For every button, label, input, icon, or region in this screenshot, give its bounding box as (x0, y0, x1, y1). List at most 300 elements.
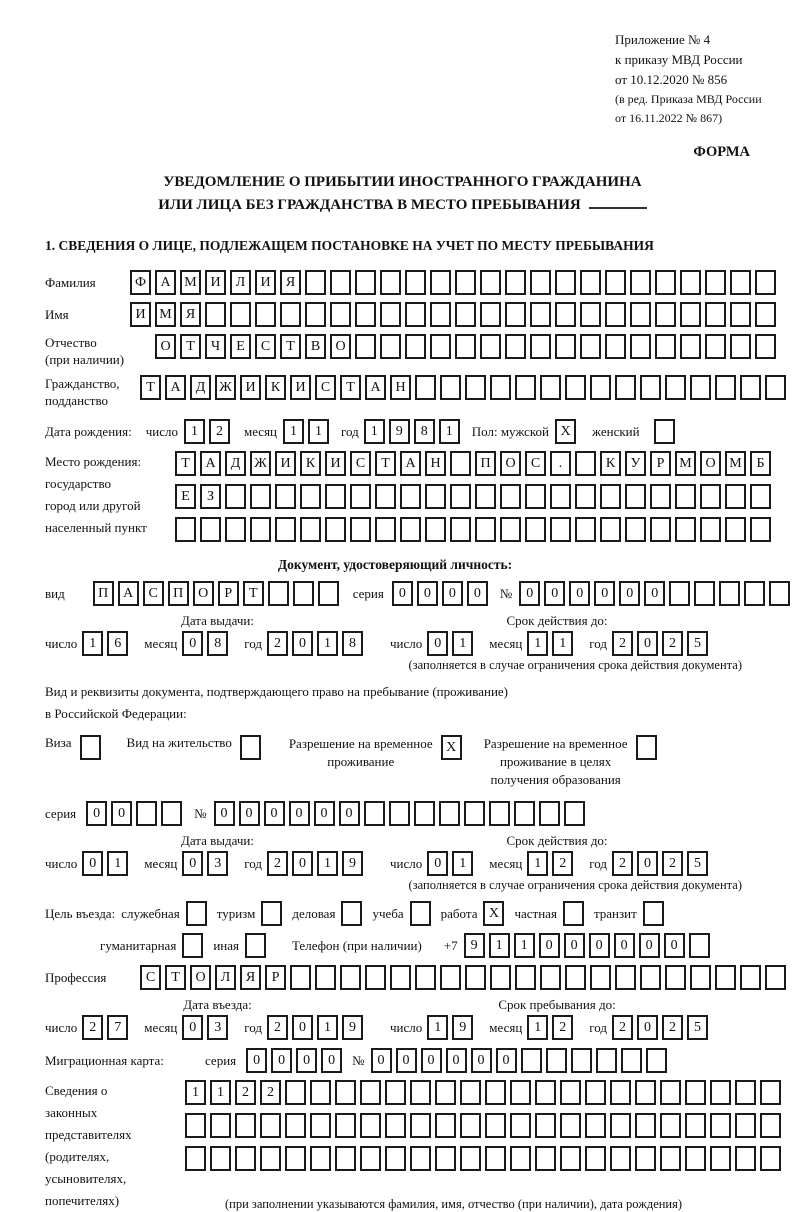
char-cell[interactable] (735, 1146, 756, 1171)
stay-year-input[interactable] (612, 1015, 712, 1040)
char-cell[interactable] (480, 334, 501, 359)
char-cell[interactable] (200, 517, 221, 542)
char-cell[interactable] (425, 484, 446, 509)
char-cell[interactable] (335, 1146, 356, 1171)
char-cell[interactable] (530, 334, 551, 359)
char-cell[interactable] (735, 1113, 756, 1138)
char-cell[interactable]: М (675, 451, 696, 476)
stay-month-input[interactable] (527, 1015, 577, 1040)
char-cell[interactable] (325, 484, 346, 509)
char-cell[interactable] (515, 375, 536, 400)
char-cell[interactable]: В (305, 334, 326, 359)
char-cell[interactable]: Т (175, 451, 196, 476)
purpose-other-checkbox[interactable] (245, 933, 270, 958)
legal-reps-row2-input[interactable] (185, 1113, 785, 1138)
char-cell[interactable] (310, 1146, 331, 1171)
char-cell[interactable]: 0 (589, 933, 610, 958)
char-cell[interactable] (650, 484, 671, 509)
char-cell[interactable] (380, 334, 401, 359)
edu-permit-checkbox[interactable] (628, 735, 661, 760)
char-cell[interactable] (590, 375, 611, 400)
char-cell[interactable]: 8 (207, 631, 228, 656)
char-cell[interactable] (230, 302, 251, 327)
char-cell[interactable]: Т (375, 451, 396, 476)
char-cell[interactable]: X (441, 735, 462, 760)
char-cell[interactable] (655, 334, 676, 359)
char-cell[interactable]: Н (425, 451, 446, 476)
char-cell[interactable]: 0 (471, 1048, 492, 1073)
char-cell[interactable]: О (700, 451, 721, 476)
char-cell[interactable] (730, 302, 751, 327)
char-cell[interactable] (390, 965, 411, 990)
char-cell[interactable] (735, 1080, 756, 1105)
char-cell[interactable]: 2 (612, 851, 633, 876)
char-cell[interactable] (275, 517, 296, 542)
surname-input[interactable] (130, 270, 780, 295)
char-cell[interactable] (710, 1080, 731, 1105)
char-cell[interactable] (715, 375, 736, 400)
char-cell[interactable]: 2 (612, 631, 633, 656)
char-cell[interactable] (625, 484, 646, 509)
char-cell[interactable]: Д (225, 451, 246, 476)
char-cell[interactable] (564, 801, 585, 826)
char-cell[interactable] (530, 302, 551, 327)
char-cell[interactable] (410, 1113, 431, 1138)
char-cell[interactable]: 0 (289, 801, 310, 826)
char-cell[interactable] (275, 484, 296, 509)
char-cell[interactable]: 0 (246, 1048, 267, 1073)
char-cell[interactable]: Р (218, 581, 239, 606)
char-cell[interactable] (563, 901, 584, 926)
char-cell[interactable]: М (725, 451, 746, 476)
char-cell[interactable]: Ж (215, 375, 236, 400)
residence-valid-month-input[interactable] (527, 851, 577, 876)
char-cell[interactable]: . (550, 451, 571, 476)
char-cell[interactable]: 2 (662, 851, 683, 876)
char-cell[interactable] (161, 801, 182, 826)
char-cell[interactable]: 2 (235, 1080, 256, 1105)
char-cell[interactable] (505, 334, 526, 359)
identity-issue-day-input[interactable] (82, 631, 132, 656)
char-cell[interactable] (744, 581, 765, 606)
char-cell[interactable]: А (400, 451, 421, 476)
char-cell[interactable] (385, 1146, 406, 1171)
char-cell[interactable] (310, 1080, 331, 1105)
char-cell[interactable]: 1 (452, 851, 473, 876)
birth-place-row3-input[interactable] (175, 517, 775, 542)
char-cell[interactable] (400, 517, 421, 542)
char-cell[interactable] (389, 801, 410, 826)
char-cell[interactable]: 0 (86, 801, 107, 826)
char-cell[interactable] (285, 1080, 306, 1105)
char-cell[interactable] (596, 1048, 617, 1073)
char-cell[interactable] (719, 581, 740, 606)
purpose-work-checkbox[interactable] (483, 901, 508, 926)
char-cell[interactable]: 0 (427, 631, 448, 656)
char-cell[interactable]: С (350, 451, 371, 476)
char-cell[interactable] (725, 484, 746, 509)
char-cell[interactable] (560, 1113, 581, 1138)
char-cell[interactable] (410, 1080, 431, 1105)
char-cell[interactable] (575, 517, 596, 542)
char-cell[interactable]: 0 (292, 1015, 313, 1040)
char-cell[interactable] (425, 517, 446, 542)
char-cell[interactable] (585, 1113, 606, 1138)
char-cell[interactable]: 9 (452, 1015, 473, 1040)
char-cell[interactable]: С (140, 965, 161, 990)
char-cell[interactable] (210, 1113, 231, 1138)
char-cell[interactable] (635, 1080, 656, 1105)
char-cell[interactable] (700, 517, 721, 542)
char-cell[interactable] (439, 801, 460, 826)
char-cell[interactable] (225, 484, 246, 509)
char-cell[interactable] (250, 517, 271, 542)
char-cell[interactable]: 1 (107, 851, 128, 876)
char-cell[interactable] (750, 517, 771, 542)
purpose-study-checkbox[interactable] (410, 901, 435, 926)
char-cell[interactable] (485, 1146, 506, 1171)
char-cell[interactable] (565, 375, 586, 400)
char-cell[interactable]: Т (140, 375, 161, 400)
char-cell[interactable] (245, 933, 266, 958)
char-cell[interactable]: 1 (439, 419, 460, 444)
char-cell[interactable] (510, 1113, 531, 1138)
char-cell[interactable]: 0 (637, 851, 658, 876)
char-cell[interactable] (315, 965, 336, 990)
char-cell[interactable] (535, 1146, 556, 1171)
char-cell[interactable] (521, 1048, 542, 1073)
char-cell[interactable]: 1 (364, 419, 385, 444)
birth-day-input[interactable] (184, 419, 234, 444)
char-cell[interactable]: 0 (271, 1048, 292, 1073)
char-cell[interactable]: А (155, 270, 176, 295)
char-cell[interactable] (430, 270, 451, 295)
char-cell[interactable] (330, 302, 351, 327)
char-cell[interactable] (325, 517, 346, 542)
char-cell[interactable] (550, 484, 571, 509)
char-cell[interactable]: М (155, 302, 176, 327)
char-cell[interactable]: 0 (339, 801, 360, 826)
char-cell[interactable] (475, 484, 496, 509)
char-cell[interactable] (755, 302, 776, 327)
char-cell[interactable]: 1 (185, 1080, 206, 1105)
char-cell[interactable] (261, 901, 282, 926)
char-cell[interactable] (730, 334, 751, 359)
char-cell[interactable] (755, 270, 776, 295)
doc-series-input[interactable] (392, 581, 492, 606)
char-cell[interactable]: К (265, 375, 286, 400)
char-cell[interactable]: Р (650, 451, 671, 476)
char-cell[interactable]: 0 (392, 581, 413, 606)
char-cell[interactable] (630, 334, 651, 359)
residence-number-input[interactable] (214, 801, 589, 826)
firstname-input[interactable] (130, 302, 780, 327)
char-cell[interactable] (660, 1113, 681, 1138)
char-cell[interactable] (480, 302, 501, 327)
char-cell[interactable]: А (365, 375, 386, 400)
char-cell[interactable] (186, 901, 207, 926)
char-cell[interactable] (555, 302, 576, 327)
purpose-humanitarian-checkbox[interactable] (182, 933, 207, 958)
char-cell[interactable]: 1 (514, 933, 535, 958)
char-cell[interactable] (300, 484, 321, 509)
patronymic-input[interactable] (155, 334, 780, 359)
char-cell[interactable] (240, 735, 261, 760)
char-cell[interactable] (405, 302, 426, 327)
char-cell[interactable]: 0 (264, 801, 285, 826)
char-cell[interactable] (665, 375, 686, 400)
char-cell[interactable] (430, 302, 451, 327)
char-cell[interactable] (285, 1146, 306, 1171)
char-cell[interactable]: 0 (569, 581, 590, 606)
birth-place-row1-input[interactable] (175, 451, 775, 476)
char-cell[interactable]: Я (180, 302, 201, 327)
char-cell[interactable] (410, 901, 431, 926)
char-cell[interactable]: 0 (182, 851, 203, 876)
char-cell[interactable]: 0 (417, 581, 438, 606)
char-cell[interactable] (635, 1146, 656, 1171)
char-cell[interactable]: 2 (612, 1015, 633, 1040)
char-cell[interactable] (694, 581, 715, 606)
birth-month-input[interactable] (283, 419, 333, 444)
residence-valid-year-input[interactable] (612, 851, 712, 876)
char-cell[interactable]: Т (340, 375, 361, 400)
char-cell[interactable]: 0 (296, 1048, 317, 1073)
char-cell[interactable] (615, 375, 636, 400)
char-cell[interactable] (535, 1113, 556, 1138)
char-cell[interactable] (80, 735, 101, 760)
char-cell[interactable] (685, 1146, 706, 1171)
char-cell[interactable] (225, 517, 246, 542)
char-cell[interactable] (285, 1113, 306, 1138)
char-cell[interactable]: З (200, 484, 221, 509)
char-cell[interactable]: 1 (427, 1015, 448, 1040)
char-cell[interactable]: 0 (182, 631, 203, 656)
char-cell[interactable] (705, 302, 726, 327)
char-cell[interactable] (675, 517, 696, 542)
char-cell[interactable] (540, 965, 561, 990)
char-cell[interactable] (675, 484, 696, 509)
char-cell[interactable] (515, 965, 536, 990)
char-cell[interactable] (335, 1113, 356, 1138)
purpose-transit-checkbox[interactable] (643, 901, 668, 926)
char-cell[interactable] (685, 1113, 706, 1138)
char-cell[interactable] (435, 1113, 456, 1138)
char-cell[interactable] (500, 484, 521, 509)
residence-issue-month-input[interactable] (182, 851, 232, 876)
char-cell[interactable] (654, 419, 675, 444)
char-cell[interactable] (450, 517, 471, 542)
char-cell[interactable]: 8 (342, 631, 363, 656)
char-cell[interactable]: 1 (317, 631, 338, 656)
char-cell[interactable] (643, 901, 664, 926)
char-cell[interactable] (580, 334, 601, 359)
char-cell[interactable]: 0 (321, 1048, 342, 1073)
char-cell[interactable] (760, 1113, 781, 1138)
char-cell[interactable] (310, 1113, 331, 1138)
char-cell[interactable]: Ф (130, 270, 151, 295)
char-cell[interactable] (550, 517, 571, 542)
char-cell[interactable]: И (325, 451, 346, 476)
char-cell[interactable] (465, 965, 486, 990)
char-cell[interactable] (660, 1080, 681, 1105)
doc-number-input[interactable] (519, 581, 794, 606)
char-cell[interactable] (341, 901, 362, 926)
char-cell[interactable] (610, 1113, 631, 1138)
char-cell[interactable] (340, 965, 361, 990)
char-cell[interactable] (360, 1146, 381, 1171)
char-cell[interactable] (175, 517, 196, 542)
char-cell[interactable] (365, 965, 386, 990)
birth-place-row2-input[interactable] (175, 484, 775, 509)
char-cell[interactable]: 0 (82, 851, 103, 876)
char-cell[interactable]: 2 (267, 631, 288, 656)
char-cell[interactable] (305, 302, 326, 327)
char-cell[interactable]: Т (180, 334, 201, 359)
char-cell[interactable] (615, 965, 636, 990)
char-cell[interactable]: 0 (421, 1048, 442, 1073)
char-cell[interactable] (440, 375, 461, 400)
char-cell[interactable] (280, 302, 301, 327)
char-cell[interactable] (605, 270, 626, 295)
char-cell[interactable] (210, 1146, 231, 1171)
identity-valid-year-input[interactable] (612, 631, 712, 656)
char-cell[interactable] (530, 270, 551, 295)
char-cell[interactable] (650, 517, 671, 542)
char-cell[interactable]: Л (230, 270, 251, 295)
char-cell[interactable] (355, 302, 376, 327)
char-cell[interactable]: 1 (527, 631, 548, 656)
char-cell[interactable]: 8 (414, 419, 435, 444)
char-cell[interactable]: 1 (552, 631, 573, 656)
char-cell[interactable]: 0 (239, 801, 260, 826)
char-cell[interactable] (665, 965, 686, 990)
char-cell[interactable] (250, 484, 271, 509)
char-cell[interactable] (205, 302, 226, 327)
char-cell[interactable]: 0 (664, 933, 685, 958)
char-cell[interactable]: X (555, 419, 576, 444)
char-cell[interactable] (505, 302, 526, 327)
char-cell[interactable] (460, 1113, 481, 1138)
char-cell[interactable] (255, 302, 276, 327)
char-cell[interactable] (293, 581, 314, 606)
char-cell[interactable]: Ч (205, 334, 226, 359)
char-cell[interactable] (685, 1080, 706, 1105)
char-cell[interactable] (485, 1080, 506, 1105)
char-cell[interactable] (415, 965, 436, 990)
char-cell[interactable] (560, 1080, 581, 1105)
char-cell[interactable] (740, 375, 761, 400)
char-cell[interactable] (360, 1113, 381, 1138)
char-cell[interactable]: 5 (687, 1015, 708, 1040)
char-cell[interactable]: 0 (544, 581, 565, 606)
char-cell[interactable]: 0 (442, 581, 463, 606)
char-cell[interactable] (330, 270, 351, 295)
char-cell[interactable] (600, 517, 621, 542)
char-cell[interactable]: М (180, 270, 201, 295)
char-cell[interactable] (460, 1146, 481, 1171)
char-cell[interactable]: И (255, 270, 276, 295)
char-cell[interactable]: О (500, 451, 521, 476)
char-cell[interactable] (540, 375, 561, 400)
char-cell[interactable]: 0 (639, 933, 660, 958)
char-cell[interactable]: И (130, 302, 151, 327)
entry-year-input[interactable] (267, 1015, 367, 1040)
char-cell[interactable]: П (93, 581, 114, 606)
char-cell[interactable]: 3 (207, 851, 228, 876)
char-cell[interactable] (450, 484, 471, 509)
char-cell[interactable]: Ж (250, 451, 271, 476)
char-cell[interactable] (605, 334, 626, 359)
char-cell[interactable] (705, 334, 726, 359)
char-cell[interactable] (405, 334, 426, 359)
char-cell[interactable]: 9 (342, 1015, 363, 1040)
char-cell[interactable] (318, 581, 339, 606)
char-cell[interactable] (185, 1146, 206, 1171)
char-cell[interactable] (715, 965, 736, 990)
visa-checkbox[interactable] (72, 735, 105, 760)
char-cell[interactable]: 0 (564, 933, 585, 958)
char-cell[interactable]: 0 (214, 801, 235, 826)
char-cell[interactable]: П (168, 581, 189, 606)
char-cell[interactable]: 6 (107, 631, 128, 656)
char-cell[interactable] (760, 1080, 781, 1105)
identity-valid-month-input[interactable] (527, 631, 577, 656)
char-cell[interactable]: 1 (452, 631, 473, 656)
residence-issue-day-input[interactable] (82, 851, 132, 876)
char-cell[interactable]: 2 (267, 851, 288, 876)
char-cell[interactable] (555, 334, 576, 359)
char-cell[interactable] (505, 270, 526, 295)
char-cell[interactable] (680, 270, 701, 295)
char-cell[interactable]: 1 (489, 933, 510, 958)
char-cell[interactable]: 2 (209, 419, 230, 444)
char-cell[interactable]: А (200, 451, 221, 476)
char-cell[interactable] (182, 933, 203, 958)
profession-input[interactable] (140, 965, 790, 990)
char-cell[interactable]: К (300, 451, 321, 476)
char-cell[interactable] (260, 1146, 281, 1171)
citizenship-input[interactable] (140, 375, 790, 400)
char-cell[interactable]: 0 (292, 851, 313, 876)
char-cell[interactable] (380, 302, 401, 327)
char-cell[interactable]: У (625, 451, 646, 476)
temp-permit-checkbox[interactable] (433, 735, 466, 760)
char-cell[interactable] (410, 1146, 431, 1171)
char-cell[interactable]: С (315, 375, 336, 400)
char-cell[interactable]: Е (175, 484, 196, 509)
char-cell[interactable] (555, 270, 576, 295)
char-cell[interactable] (235, 1113, 256, 1138)
char-cell[interactable]: Б (750, 451, 771, 476)
char-cell[interactable] (580, 270, 601, 295)
char-cell[interactable] (710, 1113, 731, 1138)
char-cell[interactable]: Т (243, 581, 264, 606)
char-cell[interactable]: 0 (637, 631, 658, 656)
char-cell[interactable]: Е (230, 334, 251, 359)
identity-valid-day-input[interactable] (427, 631, 477, 656)
char-cell[interactable]: О (155, 334, 176, 359)
char-cell[interactable]: А (165, 375, 186, 400)
char-cell[interactable]: 0 (594, 581, 615, 606)
char-cell[interactable] (646, 1048, 667, 1073)
char-cell[interactable]: 1 (527, 1015, 548, 1040)
char-cell[interactable] (485, 1113, 506, 1138)
char-cell[interactable]: Д (190, 375, 211, 400)
char-cell[interactable]: 0 (467, 581, 488, 606)
char-cell[interactable]: X (483, 901, 504, 926)
char-cell[interactable]: 0 (539, 933, 560, 958)
